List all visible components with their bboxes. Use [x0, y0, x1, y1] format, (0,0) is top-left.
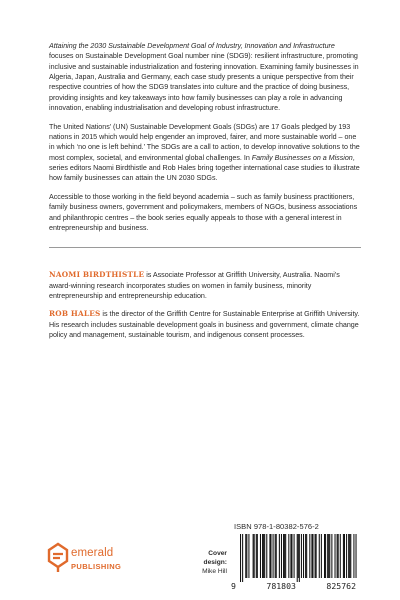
barcode-bar	[346, 534, 347, 578]
barcode-bar	[288, 534, 289, 578]
barcode-digit-lead: 9	[231, 581, 236, 591]
author-name-1: NAOMI BIRDTHISTLE	[49, 270, 145, 280]
barcode-bar	[315, 534, 316, 578]
barcode-bar	[246, 534, 247, 578]
barcode-bar	[256, 534, 257, 578]
barcode-digits	[231, 581, 356, 591]
barcode-bar	[266, 534, 267, 578]
barcode-bar	[276, 534, 277, 578]
barcode-bar	[248, 534, 249, 578]
barcode-bar	[245, 534, 246, 578]
blurb-paragraph-1-text: focuses on Sustainable Development Goal number nine (SDG9): resilient infrastructure, promoting inclusive and sustainable industrialization and fostering innovation. Examining family businesses in Algeria, Japan, Australia and Germany, each case study presents a unique perspective from their respective countries of how the SDG9 translates into culture and the practice of doing business, providing insights and key takeaways into how family businesses can play a role in advancing innovation, enabling industrialisation and developing robust infrastructure.	[49, 52, 359, 113]
barcode-bar	[344, 534, 345, 578]
barcode-bar	[338, 534, 339, 578]
barcode-bar	[321, 534, 322, 578]
author-name-2: ROB HALES	[49, 309, 101, 319]
cover-design-credit	[185, 549, 227, 576]
barcode-bar	[290, 534, 291, 578]
barcode-bar	[297, 534, 298, 582]
barcode-bar	[275, 534, 276, 578]
barcode-bar	[254, 534, 255, 578]
series-title: Family Businesses on a Mission	[251, 153, 353, 162]
barcode-bar	[273, 534, 274, 578]
barcode-bar	[294, 534, 295, 578]
barcode-bar	[312, 534, 313, 578]
barcode-bar	[270, 534, 271, 578]
barcode-icon	[231, 534, 359, 582]
isbn-number: ISBN 978-1-80382-576-2	[234, 522, 319, 531]
publisher-subtitle: PUBLISHING	[71, 562, 122, 571]
author-bio-1	[49, 270, 361, 301]
barcode-bar	[325, 534, 326, 578]
barcode-bar	[257, 534, 258, 578]
author-bio-2	[49, 309, 361, 340]
author-bio-2-text: is the director of the Griffith Centre for Sustainable Enterprise at Griffith University. His research includes sustainable development goals in business and government, climate change policy and management, sustainable tourism, and indigenous consent processes.	[49, 310, 360, 340]
barcode-bar	[269, 534, 270, 578]
barcode-bar	[349, 534, 350, 578]
barcode-bar	[329, 534, 330, 578]
barcode-bar	[283, 534, 284, 578]
barcode-digit-group-1: 781803	[266, 581, 296, 591]
barcode-bar	[291, 534, 292, 578]
barcode-bar	[299, 534, 300, 582]
barcode-bar	[281, 534, 282, 578]
back-cover-text	[49, 41, 361, 349]
barcode-bar	[328, 534, 329, 578]
barcode-bar	[263, 534, 264, 578]
barcode-bar	[335, 534, 336, 578]
barcode-bar	[316, 534, 317, 578]
blurb-paragraph-1	[49, 41, 361, 113]
barcode-bar	[350, 534, 351, 578]
barcode-bar	[327, 534, 328, 578]
publisher-name: emerald	[71, 547, 114, 559]
barcode-bar	[356, 534, 357, 578]
barcode-bar	[262, 534, 263, 578]
book-title: Attaining the 2030 Sustainable Development Goal of Industry, Innovation and Infrastructure	[49, 42, 335, 50]
author-bio-1-text: is Associate Professor at Griffith University, Australia. Naomi’s award-winning research incorporates studies on women in family business, minority entrepreneurship and entrepreneurship education.	[49, 271, 340, 300]
barcode-bar	[301, 534, 302, 578]
barcode-bar	[279, 534, 280, 578]
emerald-logo-icon	[47, 541, 69, 575]
barcode-bar	[348, 534, 349, 578]
barcode-bar	[264, 534, 265, 578]
blurb-paragraph-2-text-a: The United Nations’ (UN) Sustainable Development Goals (SDGs) are 17 Goals pledged by 193 nations in 2015 which would help engender an improved, fairer, and more sustainable world – one in which ‘no one is left behind.’ The SDGs are a call to action, to develop innovative solutions to the most complex, societal, and environmental global challenges. In	[49, 122, 360, 162]
blurb-paragraph-2	[49, 122, 361, 184]
barcode-digit-group-2: 825762	[326, 581, 356, 591]
barcode-bar	[284, 534, 285, 578]
barcode-bar	[340, 534, 341, 578]
barcode-bar	[240, 534, 241, 582]
publisher-logo	[47, 541, 137, 577]
barcode-bar	[311, 534, 312, 578]
barcode-bar	[285, 534, 286, 578]
barcode-bar	[324, 534, 325, 578]
barcode-bar	[309, 534, 310, 578]
barcode-bar	[319, 534, 320, 578]
barcode-bar	[253, 534, 254, 578]
isbn-barcode-block	[231, 522, 363, 591]
cover-designer-name: Mike Hill	[202, 568, 227, 575]
barcode-bar	[306, 534, 307, 578]
barcode-bar	[298, 534, 299, 578]
barcode-bar	[305, 534, 306, 578]
blurb-paragraph-2-text-b: , series editors Naomi Birdthistle and Rob Hales bring together international case studies to illustrate how family businesses can attain the UN 2030 SDGs.	[49, 153, 360, 183]
cover-design-label: Cover design:	[203, 550, 227, 566]
barcode-bar	[353, 534, 354, 578]
blurb-paragraph-3: Accessible to those working in the field beyond academia – such as family business practitioners, family business owners, government and policymakers, members of NGOs, business associations and philanthropic centres – the book series equally appeals to those with a general interest in entrepreneurship and business.	[49, 192, 358, 232]
section-divider	[49, 247, 361, 248]
barcode-bar	[242, 534, 243, 582]
barcode-bar	[337, 534, 338, 578]
barcode-bar	[303, 534, 304, 578]
barcode-bar	[260, 534, 261, 578]
barcode-bar	[331, 534, 332, 578]
barcode-bar	[343, 534, 344, 578]
